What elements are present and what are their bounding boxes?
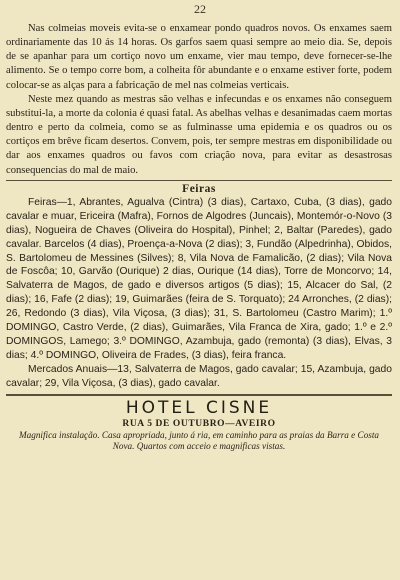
section-heading: Feiras — [182, 182, 216, 195]
hotel-address: RUA 5 DE OUTUBRO—AVEIRO — [122, 418, 276, 429]
divider — [6, 180, 392, 181]
ad-divider — [6, 394, 392, 396]
paragraph-swarming: Nas colmeias moveis evita-se o enxamear pondo quadros novos. Os enxames saem ordinariamente das 10 ás 14 horas. Os garfos saem quasi sempre ao meio dia. Se, depois de se apanhar para um cortiço novo um enxame, vier mau tempo, deve fornecer-se-lhe alimento. Se o tempo corre bom, a colheita fôr abundante e o enxame estiver forte, podem colocar-se as alças para a fabricação de mel nas colmeias verticais. — [6, 23, 392, 91]
hotel-description: Magnifica instalação. Casa apropriada, junto á ria, em caminho para as praias da Barra e Costa Nova. Quartos com acceio e magnificas vistas. — [18, 429, 380, 452]
page-number: 22 — [194, 2, 206, 16]
feiras-list: Feiras—1, Abrantes, Agualva (Cintra) (3 dias), Cartaxo, Cuba, (3 dias), gado cavalar e muar, Ericeira (Mafra), Fornos de Algodres (Juncais), Montemór-o-Novo (3 dias), Nogueira de Chaves (Oliveira do Hospital), Pinhel; 2, Baltar (Paredes), gado cavalar. Barcelos (4 dias), Proença-a-Nova (2 dias); 3, Fundão (Alpedrinha), Obidos, S. Bartolomeu de Messines (Silves); 8, Vila Nova de Famalicão, (2 dias); Vila Nova de Foscôa; 10, Garvão (Ourique) 2 dias, Ourique (14 dias), Torre de Moncorvo; 14, Salvaterra de Magos, de gado e diversos artigos (5 dias); 15, Alcacer do Sal, (2 dias); 16, Fafe (2 dias); 19, Guimarães (feira de S. Torquato); 24 Arronches, (2 dias); 26, Redondo (3 dias), Vila Viçosa, (3 dias); 31, S. Bartolomeu (Castro Marim); 1.º DOMINGO, Castro Verde, (2 dias), Guimarães, Vila Franca de Xira, gado; 1.º e 2.º DOMINGOS, Lamego; 3.º DOMINGO, Azambuja, gado (remonta) (3 dias), Elvas, 3 dias; 4.º DOMINGO, Oliveira de Frades, (3 dias), feira franca. — [6, 196, 392, 361]
mercados-list: Mercados Anuais—13, Salvaterra de Magos, gado cavalar; 15, Azambuja, gado cavalar; 29, Vila Viçosa, (3 dias), gado cavalar. — [6, 363, 392, 389]
advertisement — [6, 399, 392, 453]
page-body — [6, 22, 392, 453]
hotel-name: HOTEL CISNE — [125, 397, 273, 418]
paragraph-mal-de-maio: Neste mez quando as mestras são velhas e infecundas e os enxames não conseguem substitui-la, a morte da colonia é quasi fatal. As abelhas velhas e desanimadas caem mortas dentro e perto da colmeia, como se as fulminasse uma epidemia e os quadros ou os cortiços em brêve ficam desertos. Convem, pois, ter sempre mestras em disponibilidade ou dar aos enxames quadros ou favos com criação nova, para evitar as desastrosas consequencias do mal de maio. — [6, 93, 392, 176]
